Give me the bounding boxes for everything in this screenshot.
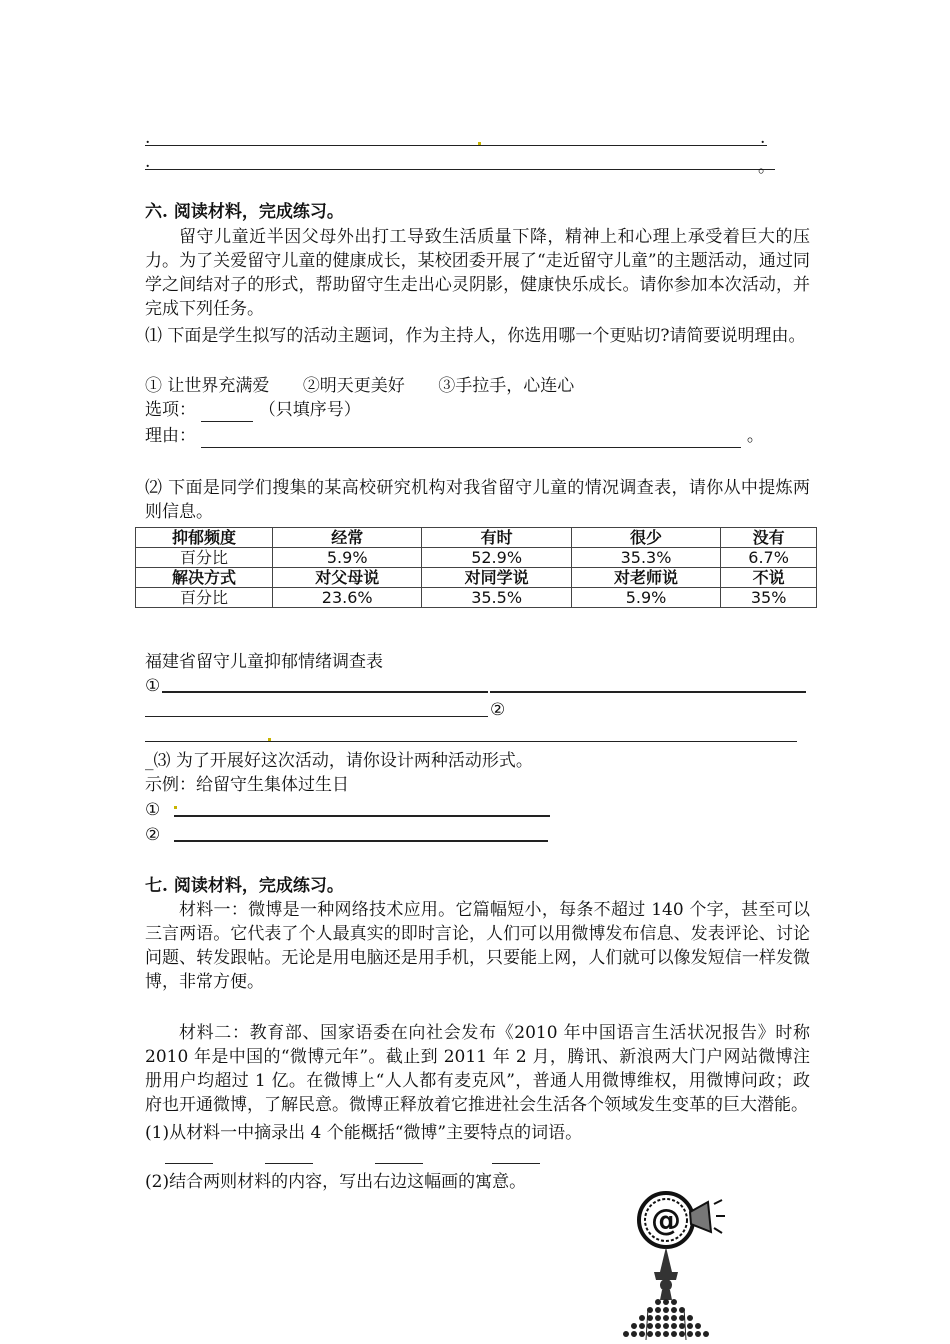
- activity-number-2: ②: [145, 825, 161, 845]
- keyword-blank-3[interactable]: [375, 1163, 423, 1164]
- table-cell: 解决方式: [136, 568, 273, 588]
- cartoon-at-symbol: @: [651, 1203, 681, 1238]
- reason-end: 。: [746, 426, 764, 446]
- info-answer-line-2[interactable]: [145, 741, 797, 742]
- choice-blank[interactable]: [201, 403, 253, 422]
- top-line-end-2: 。: [758, 157, 775, 177]
- table-cell: 百分比: [136, 588, 273, 608]
- section6-title: 六. 阅读材料，完成练习。: [145, 202, 344, 222]
- table-cell: 35.5%: [422, 588, 571, 608]
- table-row: [136, 568, 817, 588]
- material-2: 材料二：教育部、国家语委在向社会发布《2010 年中国语言生活状况报告》时称 2010 年是中国的“微博元年”。截止到 2011 年 2 月，腾讯、新浪两大门户网站微博注册用户均超过 1 亿。在微博上“人人都有麦克风”，普通人用微博维权，用微博问政；政府也开通微博，了解民意。微博正释放着它推进社会生活各个领域发生变革的巨大潜能。: [145, 1023, 810, 1115]
- table-cell: 有时: [422, 528, 571, 548]
- table-cell: 35.3%: [571, 548, 720, 568]
- table-cell: 对老师说: [571, 568, 720, 588]
- table-cell: 抑郁频度: [136, 528, 273, 548]
- theme-options: [145, 374, 574, 398]
- reason-label: 理由：: [145, 426, 196, 446]
- survey-table: [135, 527, 817, 608]
- section6-q3: _⑶ 为了开展好这次活动，请你设计两种活动形式。: [145, 751, 533, 771]
- table-cell: 对同学说: [422, 568, 571, 588]
- keyword-blank-2[interactable]: [265, 1163, 313, 1164]
- keyword-blank-1[interactable]: [165, 1163, 213, 1164]
- section7-q2: (2)结合两则材料的内容，写出右边这幅画的寓意。: [145, 1172, 527, 1192]
- at-sign-megaphone-cartoon-icon: [618, 1190, 728, 1340]
- table-cell: 35%: [721, 588, 817, 608]
- activity-line-marker: [174, 806, 177, 809]
- top-line-dot-1: .: [145, 128, 151, 148]
- table-cell: 23.6%: [273, 588, 422, 608]
- top-line-end-1: .: [760, 128, 766, 148]
- choice-hint: （只填序号）: [258, 400, 361, 420]
- theme-option-3: ③手拉手，心连心: [438, 376, 575, 396]
- table-cell: 对父母说: [273, 568, 422, 588]
- table-cell: 很少: [571, 528, 720, 548]
- table-cell: 52.9%: [422, 548, 571, 568]
- theme-option-1: ① 让世界充满爱: [145, 376, 270, 396]
- section7-q1: (1)从材料一中摘录出 4 个能概括“微博”主要特点的词语。: [145, 1123, 583, 1143]
- info-answer-line-1c[interactable]: [145, 716, 488, 717]
- info-answer-line-1b[interactable]: [490, 691, 806, 693]
- table-cell: 百分比: [136, 548, 273, 568]
- table-caption: 福建省留守儿童抑郁情绪调查表: [145, 652, 383, 672]
- choice-row: [145, 398, 361, 422]
- section6-q1: ⑴ 下面是学生拟写的活动主题词，作为主持人，你选用哪一个更贴切?请简要说明理由。: [145, 326, 806, 346]
- table-cell: 经常: [273, 528, 422, 548]
- table-row: [136, 588, 817, 608]
- keyword-blank-4[interactable]: [492, 1163, 540, 1164]
- section6-q2: ⑵ 下面是同学们搜集的某高校研究机构对我省留守儿童的情况调查表，请你从中提炼两则信息。: [145, 478, 810, 522]
- top-answer-line-1[interactable]: [145, 145, 767, 146]
- activity-answer-line-1[interactable]: [174, 815, 550, 817]
- table-cell: 5.9%: [273, 548, 422, 568]
- table-cell: 不说: [721, 568, 817, 588]
- table-row: [136, 528, 817, 548]
- theme-option-2: ②明天更美好: [302, 376, 405, 396]
- table-row: [136, 548, 817, 568]
- example-text: 示例：给留守生集体过生日: [145, 775, 349, 795]
- reason-row: [145, 424, 764, 448]
- info-line-marker: [268, 738, 271, 741]
- table-cell: 5.9%: [571, 588, 720, 608]
- activity-number-1: ①: [145, 800, 161, 820]
- top-line-dot-2: .: [145, 152, 151, 172]
- table-cell: 没有: [721, 528, 817, 548]
- choice-label: 选项：: [145, 400, 196, 420]
- section6-intro: 留守儿童近半因父母外出打工导致生活质量下降，精神上和心理上承受着巨大的压力。为了关爱留守儿童的健康成长，某校团委开展了“走近留守儿童”的主题活动，通过同学之间结对子的形式，帮助留守生走出心灵阴影，健康快乐成长。请你参加本次活动，并完成下列任务。: [145, 227, 810, 319]
- section7-title: 七. 阅读材料，完成练习。: [145, 876, 344, 896]
- info-answer-line-1a[interactable]: [162, 691, 488, 693]
- top-answer-line-2[interactable]: [145, 169, 775, 170]
- info-number-1: ①: [145, 676, 161, 696]
- reason-blank[interactable]: [201, 429, 741, 448]
- activity-answer-line-2[interactable]: [174, 840, 548, 842]
- material-1: 材料一：微博是一种网络技术应用。它篇幅短小，每条不超过 140 个字，甚至可以三言两语。它代表了个人最真实的即时言论，人们可以用微博发布信息、发表评论、讨论问题、转发跟帖。无论是用电脑还是用手机，只要能上网，人们就可以像发短信一样发微博，非常方便。: [145, 900, 810, 992]
- info-number-2: ②: [490, 700, 506, 720]
- table-cell: 6.7%: [721, 548, 817, 568]
- top-line-marker: [478, 142, 481, 145]
